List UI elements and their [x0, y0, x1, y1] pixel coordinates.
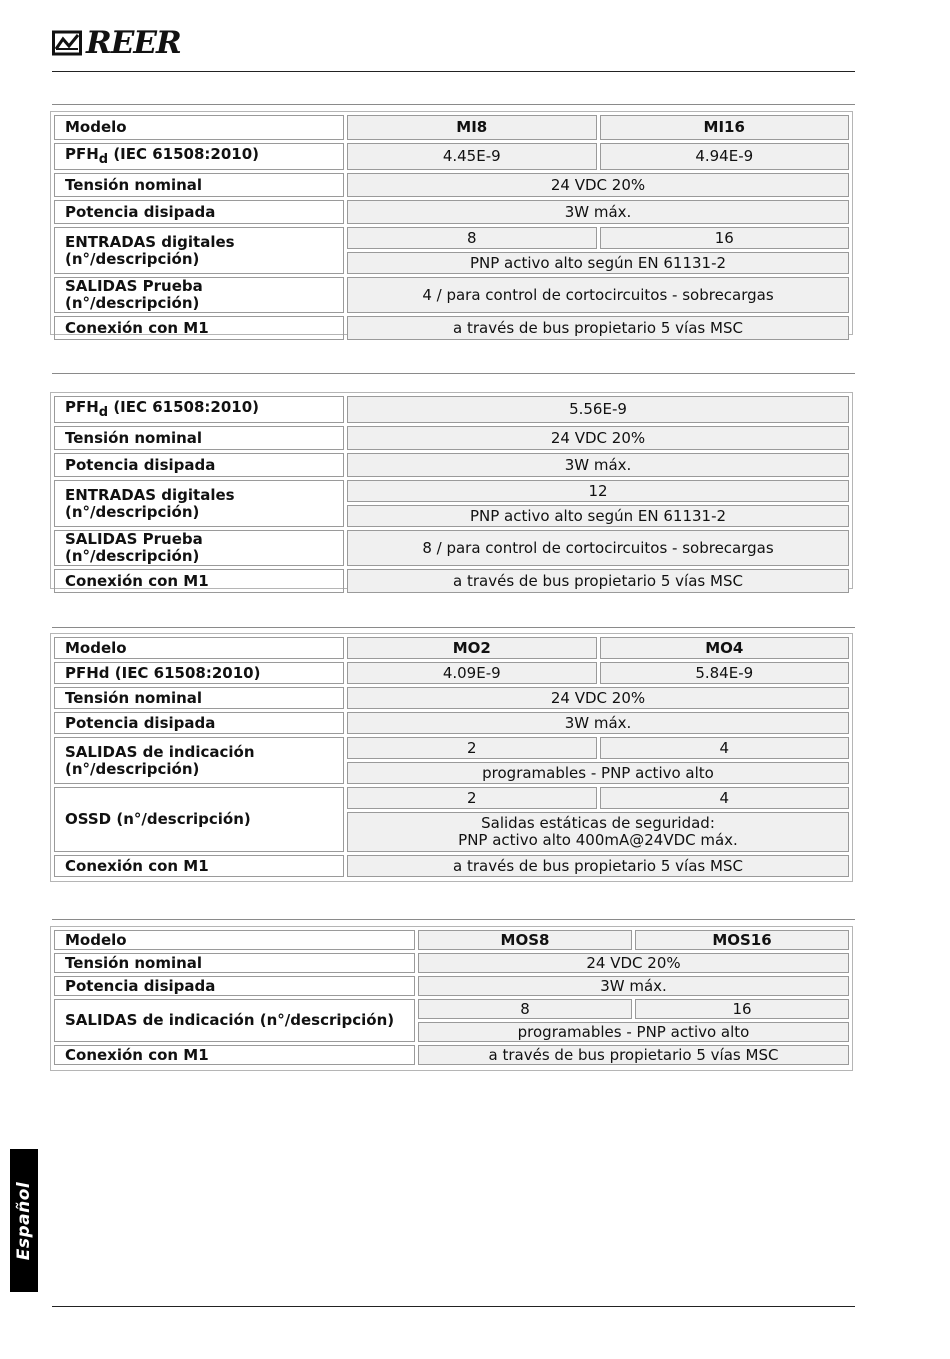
inputs-count-mi8: 8: [347, 227, 597, 249]
connection-label: Conexión con M1: [54, 855, 344, 877]
spec-table-mos: [50, 926, 853, 1071]
spec-table-second: [50, 392, 853, 589]
indication-outputs-label: SALIDAS de indicación (n°/descripción): [54, 737, 344, 784]
pfh-mo4: 5.84E-9: [600, 662, 850, 684]
header-rule: [52, 71, 855, 72]
indication-count-mo2: 2: [347, 737, 597, 759]
model-label: Modelo: [54, 115, 344, 140]
section-rule: [52, 627, 855, 628]
power-value: 3W máx.: [347, 200, 849, 224]
indication-count-mo4: 4: [600, 737, 850, 759]
ossd-description: Salidas estáticas de seguridad: PNP activo alto 400mA@24VDC máx.: [347, 812, 849, 852]
indication-outputs-label: SALIDAS de indicación (n°/descripción): [54, 999, 415, 1042]
voltage-label: Tensión nominal: [54, 173, 344, 197]
test-outputs-value: 4 / para control de cortocircuitos - sobrecargas: [347, 277, 849, 313]
voltage-value: 24 VDC 20%: [347, 687, 849, 709]
language-tab-label: Español: [14, 1181, 34, 1260]
connection-label: Conexión con M1: [54, 316, 344, 340]
pfh-mo2: 4.09E-9: [347, 662, 597, 684]
pfh-label: $PFH_d$ (IEC 61508:2010): [54, 396, 344, 423]
power-label: Potencia disipada: [54, 453, 344, 477]
model-mi8: MI8: [347, 115, 597, 140]
test-outputs-value: 8 / para control de cortocircuitos - sobrecargas: [347, 530, 849, 566]
connection-value: a través de bus propietario 5 vías MSC: [418, 1045, 849, 1065]
pfh-mi16: 4.94E-9: [600, 143, 850, 170]
inputs-count: 12: [347, 480, 849, 502]
pfh-value: 5.56E-9: [347, 396, 849, 423]
power-label: Potencia disipada: [54, 200, 344, 224]
power-label: Potencia disipada: [54, 976, 415, 996]
inputs-description: PNP activo alto según EN 61131-2: [347, 505, 849, 527]
ossd-label: OSSD (n°/descripción): [54, 787, 344, 852]
model-mo2: MO2: [347, 637, 597, 659]
reer-logo-icon: [52, 29, 82, 57]
model-label: Modelo: [54, 637, 344, 659]
inputs-label: ENTRADAS digitales (n°/descripción): [54, 480, 344, 527]
indication-count-mos16: 16: [635, 999, 849, 1019]
connection-label: Conexión con M1: [54, 1045, 415, 1065]
inputs-description: PNP activo alto según EN 61131-2: [347, 252, 849, 274]
test-outputs-label: SALIDAS Prueba (n°/descripción): [54, 530, 344, 566]
section-rule: [52, 919, 855, 920]
voltage-label: Tensión nominal: [54, 426, 344, 450]
pfh-label: PFHd (IEC 61508:2010): [54, 662, 344, 684]
connection-label: Conexión con M1: [54, 569, 344, 593]
language-tab: [10, 1149, 38, 1292]
test-outputs-label: SALIDAS Prueba (n°/descripción): [54, 277, 344, 313]
voltage-value: 24 VDC 20%: [347, 173, 849, 197]
footer-rule: [52, 1306, 855, 1307]
power-value: 3W máx.: [347, 453, 849, 477]
connection-value: a través de bus propietario 5 vías MSC: [347, 569, 849, 593]
model-mos8: MOS8: [418, 930, 632, 950]
connection-value: a través de bus propietario 5 vías MSC: [347, 316, 849, 340]
model-mo4: MO4: [600, 637, 850, 659]
indication-count-mos8: 8: [418, 999, 632, 1019]
ossd-count-mo4: 4: [600, 787, 850, 809]
power-value: 3W máx.: [418, 976, 849, 996]
indication-description: programables - PNP activo alto: [418, 1022, 849, 1042]
brand-logo: [52, 26, 181, 60]
indication-description: programables - PNP activo alto: [347, 762, 849, 784]
section-rule: [52, 104, 855, 105]
model-mos16: MOS16: [635, 930, 849, 950]
section-rule: [52, 373, 855, 374]
power-value: 3W máx.: [347, 712, 849, 734]
brand-name: REER: [86, 25, 181, 61]
spec-table-mi: [50, 111, 853, 335]
voltage-value: 24 VDC 20%: [418, 953, 849, 973]
spec-table-mo: [50, 633, 853, 882]
model-label: Modelo: [54, 930, 415, 950]
pfh-label: $PFH_d$ (IEC 61508:2010): [54, 143, 344, 170]
pfh-mi8: 4.45E-9: [347, 143, 597, 170]
voltage-value: 24 VDC 20%: [347, 426, 849, 450]
inputs-count-mi16: 16: [600, 227, 850, 249]
ossd-count-mo2: 2: [347, 787, 597, 809]
voltage-label: Tensión nominal: [54, 687, 344, 709]
inputs-label: ENTRADAS digitales (n°/descripción): [54, 227, 344, 274]
connection-value: a través de bus propietario 5 vías MSC: [347, 855, 849, 877]
model-mi16: MI16: [600, 115, 850, 140]
voltage-label: Tensión nominal: [54, 953, 415, 973]
power-label: Potencia disipada: [54, 712, 344, 734]
